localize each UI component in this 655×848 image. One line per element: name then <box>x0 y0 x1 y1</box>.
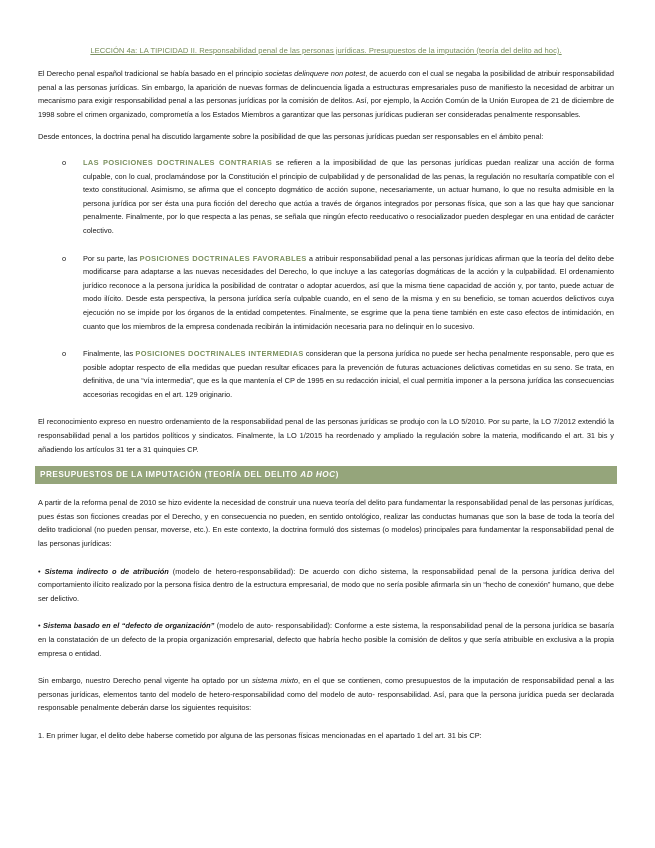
position-intro: Finalmente, las <box>83 349 136 359</box>
section-heading-text: PRESUPUESTOS DE LA IMPUTACIÓN (TEORÍA DEL DELITO <box>40 470 301 480</box>
position-label: POSICIONES DOCTRINALES FAVORABLES <box>139 253 307 263</box>
list-bullet: o <box>62 253 67 263</box>
system-indirect-text: (modelo de hetero-responsabilidad): De acuerdo con dicho sistema, la responsabilidad penal de la persona jurídica deriva del comportamiento ilícito realizado por la persona física dentro de la estructura empresarial, de modo que no sería posible afirmarla sin un “hecho de conexión” humano, que debe ser delictivo. <box>38 566 614 603</box>
system-bullet: • <box>38 566 41 576</box>
system-indirect-name: Sistema indirecto o de atribución <box>44 566 169 576</box>
doctrinal-positions-list <box>38 156 614 402</box>
position-label: POSICIONES DOCTRINALES INTERMEDIAS <box>135 349 304 359</box>
list-bullet: o <box>62 157 67 167</box>
position-label: LAS POSICIONES DOCTRINALES CONTRARIAS <box>83 157 273 167</box>
system-bullet: • <box>38 621 41 631</box>
position-contrary <box>38 156 614 238</box>
list-bullet: o <box>62 349 67 359</box>
mixed-text-end: , en el que se contienen, como presupuestos de la imputación de responsabilidad penal a las personas jurídicas, elementos tanto del modelo de hetero-responsabilidad como del modelo de auto- responsabilidad. Así, para que la persona jurídica pueda ser declarada responsable penalmente deberán darse los siguientes requisitos: <box>38 676 614 713</box>
position-text: se refieren a la imposibilidad de que las personas jurídicas puedan realizar una acción de forma culpable, con lo cual, proclamándose por la Constitución el principio de culpabilidad y de personalidad de las penas, la regulación no resultaría compatible con el texto constitucional. Asimismo, se afirma que el concepto dogmático de acción supone, necesariamente, un actuar humano, lo que no resulta admisible en la persona jurídica por ser ésta una pura ficción del derecho que actúa a través de órganos integrados por personas física, que son a las que hay que sancionar penalmente. Finalmente, por lo que respecta a las penas, se señala que ningún efecto reeducativo o resocializador pueden desplegar en una entidad de carácter colectivo. <box>83 157 614 235</box>
section-heading-close: ) <box>335 470 339 480</box>
intro-paragraph <box>38 67 614 121</box>
reform-2010-paragraph: A partir de la reforma penal de 2010 se hizo evidente la necesidad de construir una nueva teoría del delito para fundamentar la responsabilidad penal de las personas jurídicas, pues éstas son ficciones creadas por el Derecho, y en consecuencia no pueden, en sentido ontológico, realizar las conductas humanas que son la base de toda la teoría del delito tradicional (no pueden pensar, moverse, etc.). En este contexto, la doctrina formuló dos sistemas (o modelos) principales para fundamentar la responsabilidad penal de las personas jurídicas: <box>38 498 614 549</box>
doctrine-paragraph: Desde entonces, la doctrina penal ha discutido largamente sobre la posibilidad de que las personas jurídicas puedan ser responsables en el ámbito penal: <box>38 132 544 142</box>
latin-principle: societas delinquere non potest <box>264 69 366 78</box>
mixed-system-paragraph <box>38 674 614 715</box>
section-heading <box>35 466 617 484</box>
intro-text-end: , de acuerdo con el cual se negaba la posibilidad de atribuir responsabilidad penal a las personas jurídicas. Sin embargo, la aparición de nuevas formas de delincuencia ligada a estructuras empresariales puso de manifiesto la necesidad de arbitrar un mecanismo para exigir responsabilidad penal a las personas jurídicas por la comisión de delitos. Así, por ejemplo, la Acción Común de la Unión Europea de 21 de diciembre de 1998 sobre el crimen organizado, comprometía a los Estados Miembros a garantizar que las personas jurídicas pudieran ser consideradas penalmente responsables. <box>38 69 614 119</box>
page-title: LECCIÓN 4a: LA TIPICIDAD II. Responsabilidad penal de las personas jurídicas. Presupuestos de la imputación (teoría del delito ad hoc). <box>90 46 562 55</box>
position-intermediate <box>38 347 614 401</box>
position-intro: Por su parte, las <box>83 253 140 263</box>
reform-paragraph: El reconocimiento expreso en nuestro ordenamiento de la responsabilidad penal de las personas jurídicas se produjo con la LO 5/2010. Por su parte, la LO 7/2012 extendió la responsabilidad penal a los partidos políticos y sindicatos. Finalmente, la LO 1/2015 ha reordenado y ampliado la regulación sobre la materia, modificando el art. 31 bis y añadiendo los artículos 31 ter a 31 quinquies CP. <box>38 417 614 454</box>
system-indirect-paragraph <box>38 565 614 606</box>
requirement-1-paragraph: 1. En primer lugar, el delito debe haberse cometido por alguna de las personas físicas mencionadas en el apartado 1 del art. 31 bis CP: <box>38 730 482 740</box>
intro-text-start: El Derecho penal español tradicional se había basado en el principio <box>38 69 265 78</box>
system-organization-paragraph <box>38 619 614 660</box>
mixed-text-start: Sin embargo, nuestro Derecho penal vigente ha optado por un <box>38 676 253 686</box>
position-favorable <box>38 252 614 334</box>
system-organization-text: (modelo de auto- responsabilidad): Conforme a este sistema, la responsabilidad penal de la persona jurídica se basaría en la constatación de un defecto de la propia organización empresarial, defecto que habría hecho posible la comisión de delitos y que sería atribuible en exclusiva a la propia empresa o entidad. <box>38 621 615 658</box>
mixed-system-term: sistema mixto <box>252 676 298 686</box>
section-heading-italic: AD HOC <box>300 470 336 480</box>
system-organization-name: Sistema basado en el “defecto de organización” <box>43 621 215 631</box>
position-text: consideran que la persona jurídica no puede ser hecha penalmente responsable, pero que es posible adoptar respecto de ella medidas que puedan resultar eficaces para la prevención de futuras actuaciones delictivas cometidas en su seno. Se trata, en definitiva, de una “vía intermedia”, que es la que mantenía el CP de 1995 en su redacción inicial, el cual permitía imponer a la persona jurídica las consecuencias accesorias recogidas en el art. 129 originario. <box>83 349 614 399</box>
position-text: a atribuir responsabilidad penal a las personas jurídicas afirman que la teoría del delito debe modificarse para adaptarse a las nuevas necesidades del Derecho, lo que incluye a las categorías dogmáticas de la acción y la culpabilidad. El ordenamiento jurídico reconoce a la persona jurídica la posibilidad de contratar o adoptar acuerdos, así que la misma tiene capacidad de acción y, por tanto, puede actuar de modo ilícito. Desde esta perspectiva, la persona jurídica sería culpable cuando, en el seno de la misma y en su beneficio, se toman acuerdos delictivos cuya ejecución no se impide por los órganos de la entidad competentes. Finalmente, se esgrime que la pena tiene también en este caso efectos de intimidación, en cuanto que los miembros de la empresa condenada recibirán la intimidación necesaria para no delinquir en lo sucesivo. <box>83 253 614 331</box>
